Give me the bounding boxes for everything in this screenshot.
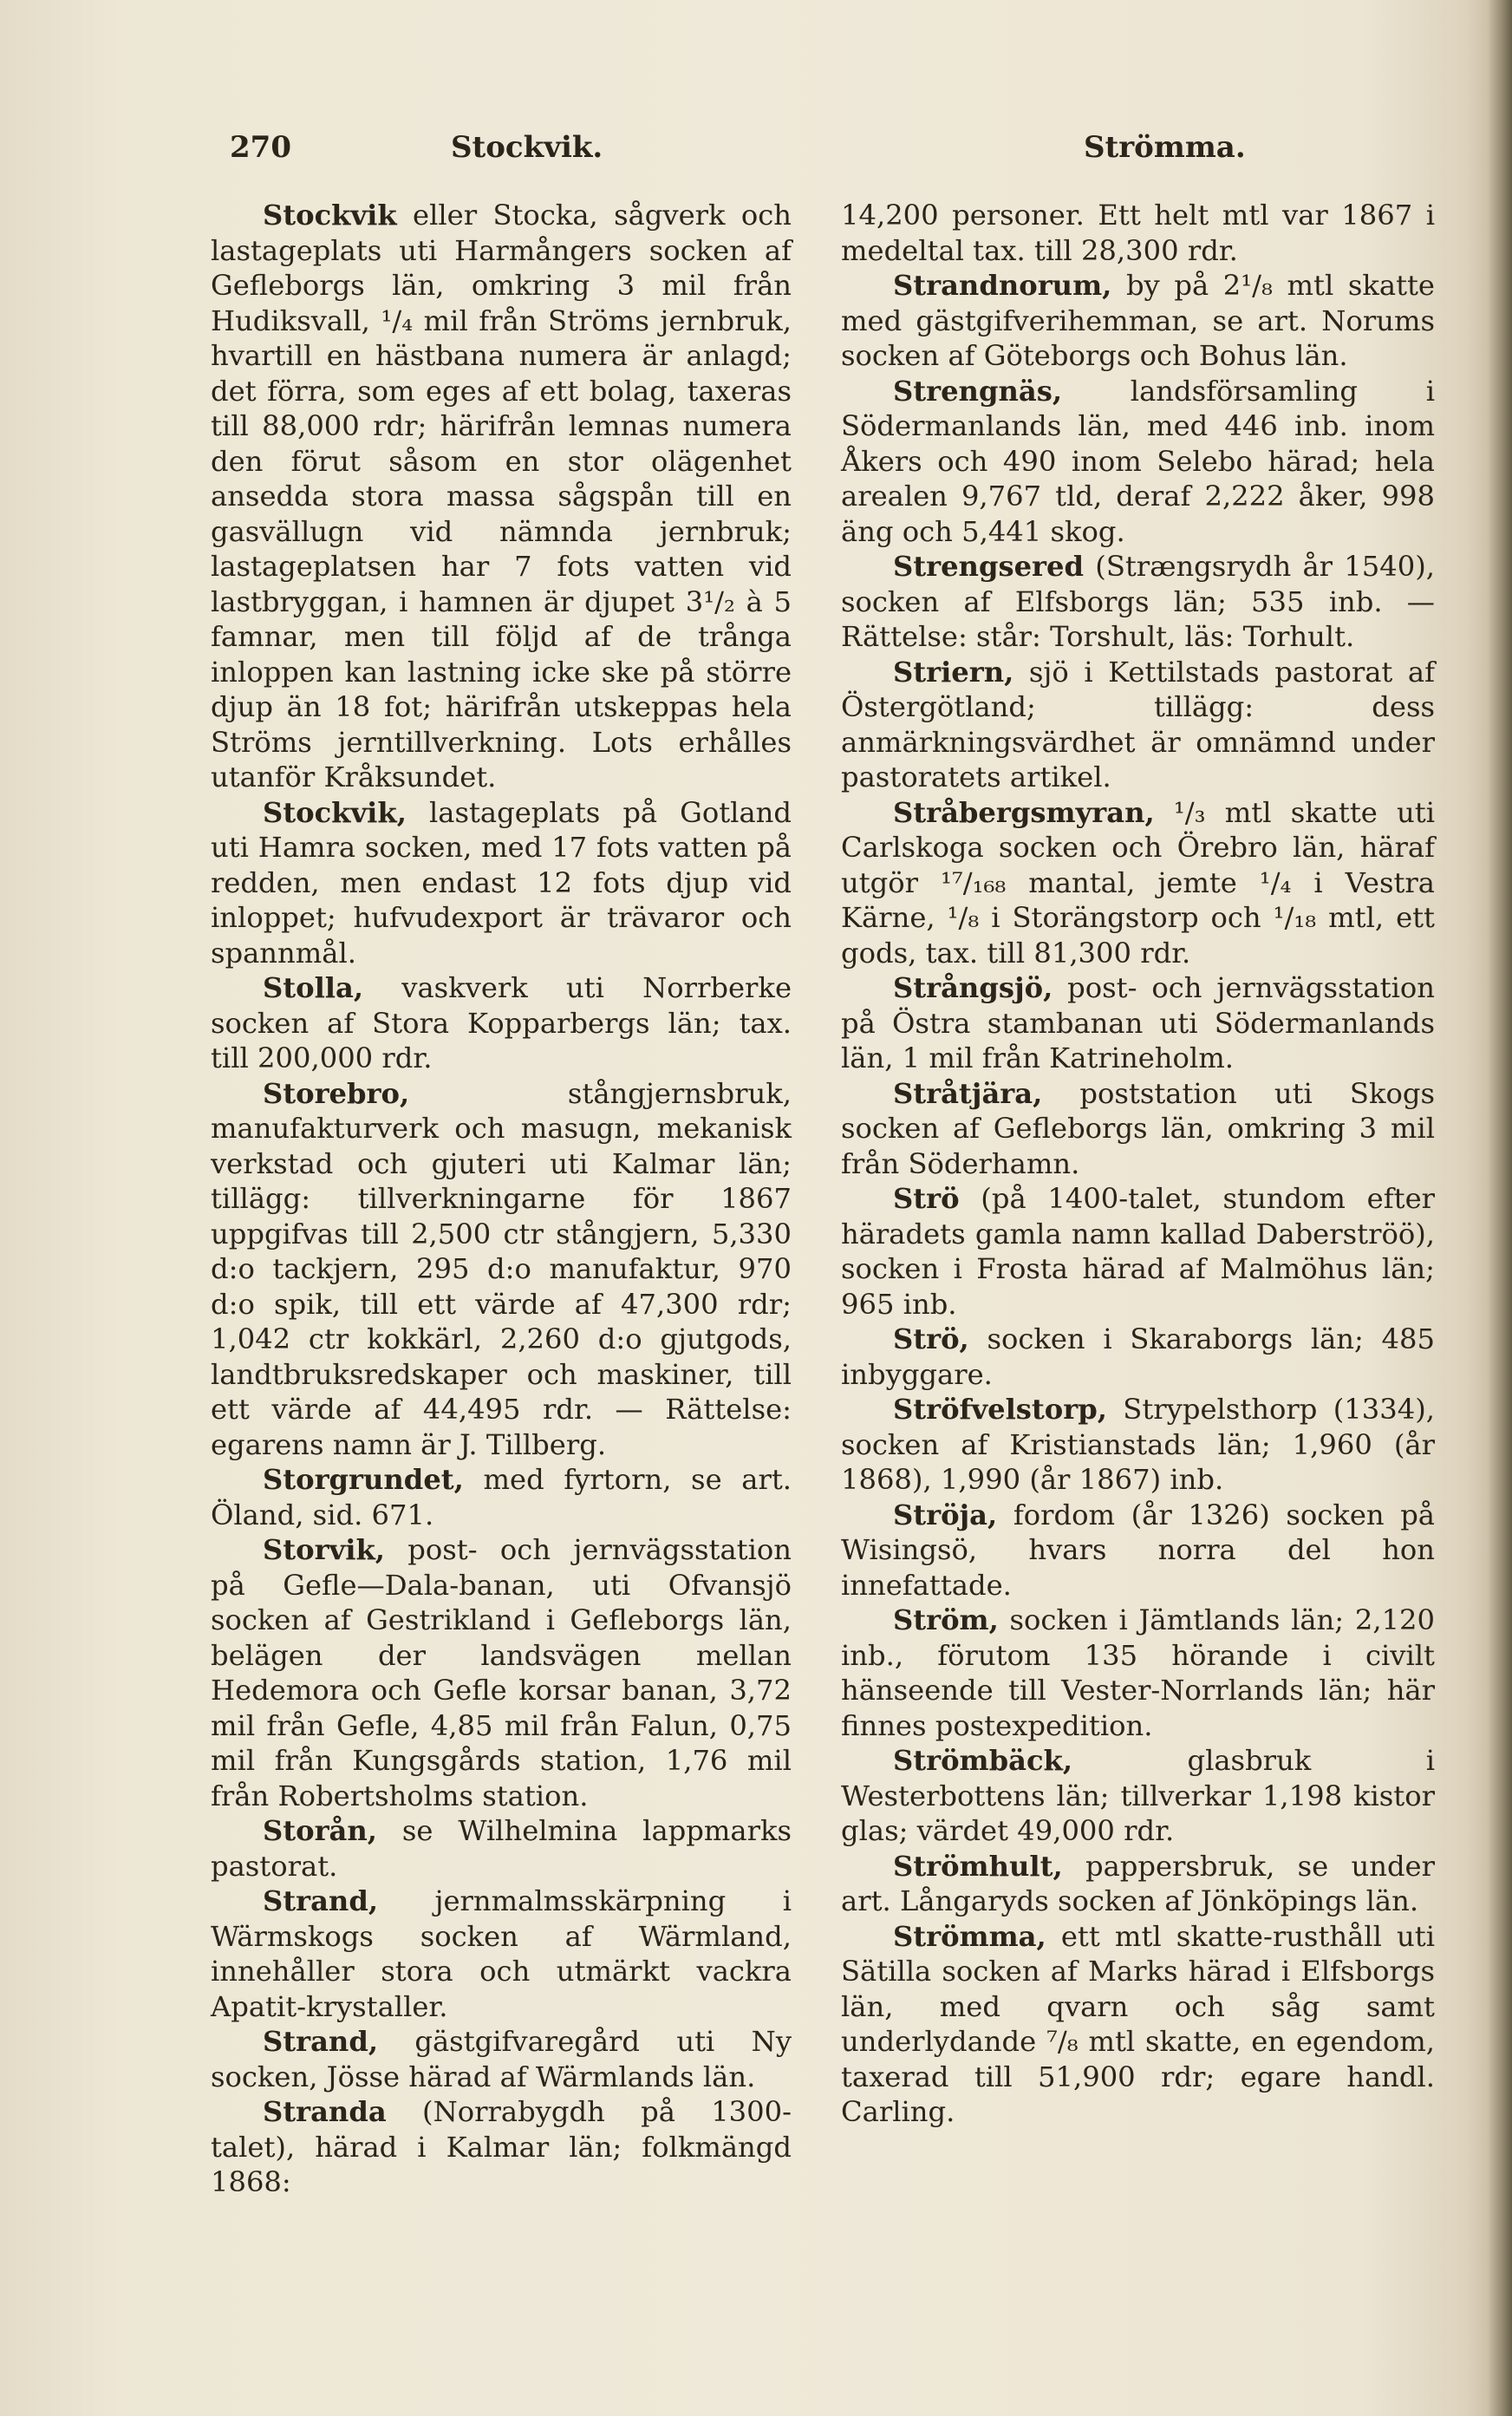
entry — [211, 1076, 792, 1463]
entry — [211, 1462, 792, 1532]
entry — [211, 2024, 792, 2094]
entry-headword: Strö, — [893, 1322, 969, 1355]
entry-text: (Norrabygdh på 1300-talet), härad i Kalmar län; folkmängd 1868: — [211, 2095, 792, 2198]
entry-text: lastageplats på Gotland uti Hamra socken, med 17 fots vatten på redden, men endast 12 fots djup vid inloppet; hufvudexport är trävaror och spannmål. — [211, 795, 792, 970]
entry-headword: Strömbäck, — [893, 1744, 1073, 1777]
entry — [211, 198, 792, 795]
entry-headword: Stråbergsmyran, — [893, 795, 1155, 829]
entry-continuation — [841, 198, 1435, 268]
entry-text: med fyrtorn, se art. Öland, sid. 671. — [211, 1463, 792, 1531]
entry-text: socken i Jämtlands län; 2,120 inb., förutom 135 hörande i civilt hänseende till Vester-Norrlands län; här finnes postexpedition. — [841, 1603, 1435, 1742]
entry-text: pappersbruk, se under art. Långaryds socken af Jönköpings län. — [841, 1849, 1435, 1917]
entry-headword: Strömma, — [893, 1919, 1046, 1953]
entry-headword: Storebro, — [263, 1076, 410, 1110]
entry — [211, 1813, 792, 1884]
left-column — [211, 198, 792, 2200]
entry — [841, 374, 1435, 550]
entry — [841, 1392, 1435, 1498]
entry-text: jernmalmsskärpning i Wärmskogs socken af Wärmland, innehåller stora och utmärkt vackra Apatit-krystaller. — [211, 1884, 792, 2023]
entry-text: stångjernsbruk, manufakturverk och masugn, mekanisk verkstad och gjuteri uti Kalmar län; tillägg: tillverkningarne för 1867 uppgifvas till 2,500 ctr stångjern, 5,330 d:o tackjern, 295 d:o manufaktur, 970 d:o spik, till ett värde af 47,300 rdr; 1,042 ctr kokkärl, 2,260 d:o gjutgods, landtbruksredskaper och maskiner, till ett värde af 44,495 rdr. — Rättelse: egarens namn är J. Tillberg. — [211, 1076, 792, 1461]
entry — [841, 1849, 1435, 1919]
entry — [841, 268, 1435, 374]
entry-text: post- och jernvägsstation på Östra stambanan uti Södermanlands län, 1 mil från Katrineholm. — [841, 971, 1435, 1074]
entry-headword: Ströfvelstorp, — [893, 1393, 1107, 1426]
entry-headword: Storvik, — [263, 1533, 385, 1566]
running-head-left: Stockvik. — [451, 130, 603, 165]
entry-text: fordom (år 1326) socken på Wisingsö, hvars norra del hon innefattade. — [841, 1498, 1435, 1602]
entry — [841, 795, 1435, 971]
page-edge-shadow — [1488, 0, 1512, 2416]
entry-headword: Storån, — [263, 1814, 378, 1847]
entry-headword: Ströja, — [893, 1498, 998, 1531]
entry-headword: Strömhult, — [893, 1849, 1063, 1883]
entry-headword: Strandnorum, — [893, 269, 1112, 302]
entry-headword: Strengnäs, — [893, 374, 1063, 408]
entry-headword: Strö — [893, 1182, 960, 1215]
entry-text: (på 1400-talet, stundom efter häradets gamla namn kallad Daberströö), socken i Frosta härad af Malmöhus län; 965 inb. — [841, 1182, 1435, 1321]
entry — [211, 1884, 792, 2024]
entry-text: sjö i Kettilstads pastorat af Östergötland; tillägg: dess anmärkningsvärdhet är omnämnd under pastoratets artikel. — [841, 655, 1435, 793]
running-head-right: Strömma. — [1084, 130, 1246, 165]
entry-text: se Wilhelmina lappmarks pastorat. — [211, 1814, 792, 1883]
entry-headword: Stockvik — [263, 199, 397, 232]
entry — [841, 655, 1435, 795]
entry-text: Strypelsthorp (1334), socken af Kristianstads län; 1,960 (år 1868), 1,990 (år 1867) inb. — [841, 1393, 1435, 1496]
entry-headword: Ström, — [893, 1603, 999, 1636]
entry-headword: Strand, — [263, 1884, 379, 1917]
entry-headword: Striern, — [893, 655, 1014, 689]
entry-text: gästgifvaregård uti Ny socken, Jösse härad af Wärmlands län. — [211, 2025, 792, 2093]
page-number: 270 — [230, 130, 291, 165]
entry — [211, 1532, 792, 1813]
entry-text: landsförsamling i Södermanlands län, med 446 inb. inom Åkers och 490 inom Selebo härad; hela arealen 9,767 tld, deraf 2,222 åker, 998 äng och 5,441 skog. — [841, 374, 1435, 548]
entry-text: ett mtl skatte-rusthåll uti Sätilla socken af Marks härad i Elfsborgs län, med qvarn och såg samt underlydande ⁷/₈ mtl skatte, en egendom, taxerad till 51,900 rdr; egare handl. Carling. — [841, 1919, 1435, 2128]
entry-headword: Stockvik, — [263, 795, 407, 829]
entry — [211, 2094, 792, 2200]
entry-headword: Strångsjö, — [893, 971, 1053, 1004]
entry-text: by på 2¹/₈ mtl skatte med gästgifverihemman, se art. Norums socken af Göteborgs och Bohus län. — [841, 269, 1435, 372]
entry — [841, 1603, 1435, 1743]
entry — [841, 549, 1435, 655]
entry — [841, 1076, 1435, 1182]
entry-headword: Strengsered — [893, 550, 1085, 583]
right-column — [841, 198, 1435, 2130]
entry — [841, 1322, 1435, 1392]
entry-text: post- och jernvägsstation på Gefle—Dala-banan, uti Ofvansjö socken af Gestrikland i Gefleborgs län, belägen der landsvägen mellan Hedemora och Gefle korsar banan, 3,72 mil från Gefle, 4,85 mil från Falun, 0,75 mil från Kungsgårds station, 1,76 mil från Robertsholms station. — [211, 1533, 792, 1812]
entry-headword: Strand, — [263, 2025, 379, 2058]
entry-text: ¹/₃ mtl skatte uti Carlskoga socken och Örebro län, häraf utgör ¹⁷/₁₆₈ mantal, jemte ¹/₄ i Vestra Kärne, ¹/₈ i Storängstorp och ¹/₁₈ mtl, ett gods, tax. till 81,300 rdr. — [841, 795, 1435, 970]
entry-text: glasbruk i Westerbottens län; tillverkar 1,198 kistor glas; värdet 49,000 rdr. — [841, 1744, 1435, 1847]
entry — [211, 970, 792, 1076]
entry — [841, 1181, 1435, 1322]
entry-text: eller Stocka, sågverk och lastageplats uti Harmångers socken af Gefleborgs län, omkring 3 mil från Hudiksvall, ¹/₄ mil från Ströms jernbruk, hvartill en hästbana numera är anlagd; det förra, som eges af ett bolag, taxeras till 88,000 rdr; härifrån lemnas numera den förut såsom en stor olägenhet ansedda stora massa sågspån till en gasvällugn vid nämnda jernbruk; lastageplatsen har 7 fots vatten vid lastbryggan, i hamnen är djupet 3¹/₂ à 5 famnar, men till följd af de trånga inloppen kan lastning icke ske på större djup än 18 fot; härifrån utskeppas hela Ströms jerntillverkning. Lots erhålles utanför Kråksundet. — [211, 199, 792, 793]
entry-headword: Stranda — [263, 2095, 387, 2128]
entry-text: 14,200 personer. Ett helt mtl var 1867 i medeltal tax. till 28,300 rdr. — [841, 199, 1435, 267]
entry-text: poststation uti Skogs socken af Gefleborgs län, omkring 3 mil från Söderhamn. — [841, 1076, 1435, 1180]
entry-text: vaskverk uti Norrberke socken af Stora Kopparbergs län; tax. till 200,000 rdr. — [211, 971, 792, 1074]
entry — [841, 1919, 1435, 2130]
entry-text: (Strængsrydh år 1540), socken af Elfsborgs län; 535 inb. — Rättelse: står: Torshult, läs: Torhult. — [841, 550, 1435, 653]
entry — [841, 1498, 1435, 1603]
entry-headword: Stråtjära, — [893, 1076, 1043, 1110]
entry — [841, 970, 1435, 1076]
entry-text: socken i Skaraborgs län; 485 inbyggare. — [841, 1322, 1435, 1391]
entry-headword: Stolla, — [263, 971, 364, 1004]
entry-headword: Storgrundet, — [263, 1463, 464, 1496]
entry — [211, 795, 792, 971]
entry — [841, 1743, 1435, 1849]
